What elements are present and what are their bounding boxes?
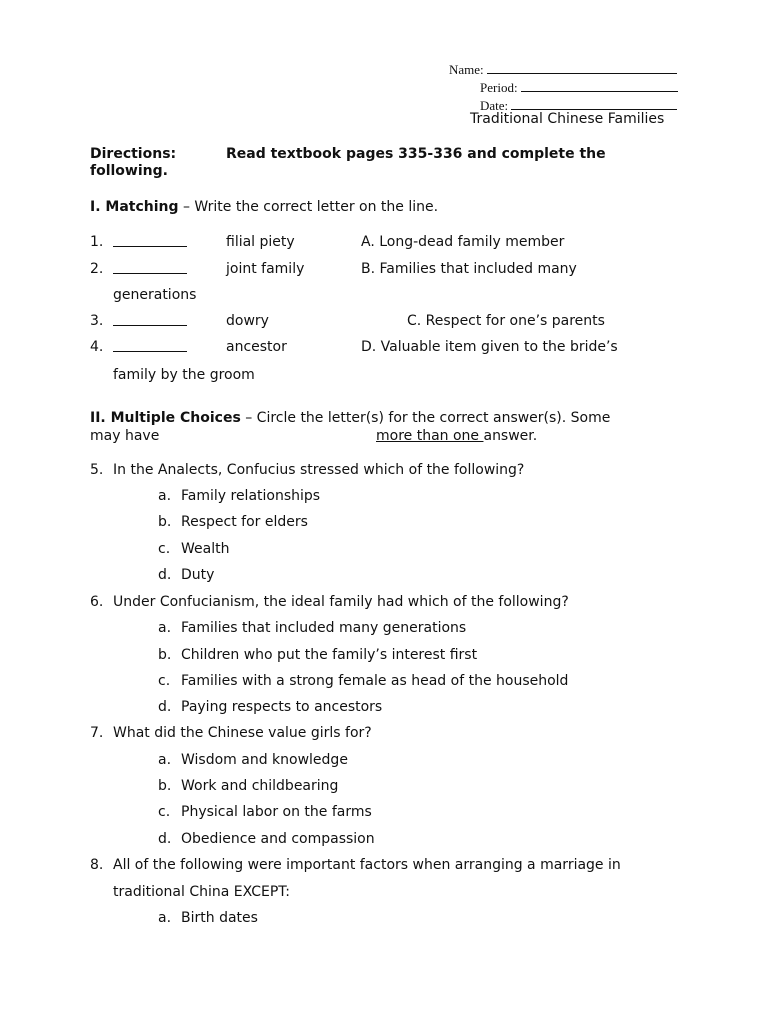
matching-term: filial piety xyxy=(226,234,295,250)
name-line[interactable] xyxy=(487,60,677,74)
more-than-one-underlined: more than one xyxy=(376,428,484,444)
answer-blank[interactable] xyxy=(113,234,187,251)
option-letter[interactable]: b. xyxy=(158,514,172,530)
mc-instruction-cont: may have xyxy=(90,428,160,444)
mc-instruction-emphasis xyxy=(376,428,537,444)
directions-text-cont: following. xyxy=(90,163,168,179)
option-letter[interactable]: b. xyxy=(158,778,172,794)
matching-heading: I. Matching xyxy=(90,199,179,215)
option-letter[interactable]: a. xyxy=(158,620,172,636)
option-text: Paying respects to ancestors xyxy=(181,699,383,715)
option-text: Wisdom and knowledge xyxy=(181,752,348,768)
answer-blank[interactable] xyxy=(113,261,187,278)
question-number: 7. xyxy=(90,725,104,741)
period-label: Period: xyxy=(480,80,518,95)
matching-definition-cont: generations xyxy=(113,287,197,303)
directions-text: Read textbook pages 335-336 and complete the xyxy=(226,146,606,162)
option-text: Birth dates xyxy=(181,910,258,926)
option-letter[interactable]: c. xyxy=(158,804,171,820)
question-text: In the Analects, Confucius stressed which of the following? xyxy=(113,462,525,478)
matching-num: 4. xyxy=(90,339,104,355)
matching-definition: C. Respect for one’s parents xyxy=(407,313,605,329)
matching-section-heading xyxy=(90,199,438,215)
option-letter[interactable]: a. xyxy=(158,488,172,504)
name-label: Name: xyxy=(449,62,484,77)
option-text: Wealth xyxy=(181,541,230,557)
matching-definition: D. Valuable item given to the bride’s xyxy=(361,339,618,355)
matching-term: dowry xyxy=(226,313,269,329)
option-letter[interactable]: d. xyxy=(158,567,172,583)
mc-section-heading xyxy=(90,410,610,426)
name-field xyxy=(449,60,677,78)
option-text: Duty xyxy=(181,567,215,583)
matching-num: 2. xyxy=(90,261,104,277)
mc-instruction-end: answer. xyxy=(483,428,538,444)
option-letter[interactable]: d. xyxy=(158,831,172,847)
option-letter[interactable]: c. xyxy=(158,541,171,557)
period-field xyxy=(480,78,678,96)
matching-definition-cont: family by the groom xyxy=(113,367,255,383)
matching-num: 1. xyxy=(90,234,104,250)
option-letter[interactable]: b. xyxy=(158,647,172,663)
date-line[interactable] xyxy=(511,96,677,110)
option-text: Families with a strong female as head of the household xyxy=(181,673,569,689)
question-text: What did the Chinese value girls for? xyxy=(113,725,372,741)
matching-term: joint family xyxy=(226,261,305,277)
question-number: 8. xyxy=(90,857,104,873)
option-letter[interactable]: c. xyxy=(158,673,171,689)
option-text: Children who put the family’s interest first xyxy=(181,647,478,663)
worksheet-title: Traditional Chinese Families xyxy=(470,111,665,127)
option-text: Families that included many generations xyxy=(181,620,467,636)
question-text-cont: traditional China EXCEPT: xyxy=(113,884,290,900)
option-letter[interactable]: d. xyxy=(158,699,172,715)
option-text: Physical labor on the farms xyxy=(181,804,372,820)
answer-blank[interactable] xyxy=(113,313,187,330)
option-letter[interactable]: a. xyxy=(158,752,172,768)
question-number: 6. xyxy=(90,594,104,610)
matching-definition: A. Long-dead family member xyxy=(361,234,565,250)
option-text: Work and childbearing xyxy=(181,778,339,794)
matching-definition: B. Families that included many xyxy=(361,261,577,277)
matching-term: ancestor xyxy=(226,339,287,355)
option-letter[interactable]: a. xyxy=(158,910,172,926)
directions-label: Directions: xyxy=(90,146,177,162)
question-text: Under Confucianism, the ideal family had which of the following? xyxy=(113,594,569,610)
question-text: All of the following were important factors when arranging a marriage in xyxy=(113,857,621,873)
option-text: Family relationships xyxy=(181,488,321,504)
matching-instruction: – Write the correct letter on the line. xyxy=(178,199,439,215)
mc-instruction: – Circle the letter(s) for the correct answer(s). Some xyxy=(240,410,611,426)
question-number: 5. xyxy=(90,462,104,478)
date-label: Date: xyxy=(480,98,509,113)
answer-blank[interactable] xyxy=(113,339,187,356)
option-text: Obedience and compassion xyxy=(181,831,375,847)
period-line[interactable] xyxy=(521,78,678,92)
mc-heading: II. Multiple Choices xyxy=(90,410,241,426)
option-text: Respect for elders xyxy=(181,514,308,530)
matching-num: 3. xyxy=(90,313,104,329)
